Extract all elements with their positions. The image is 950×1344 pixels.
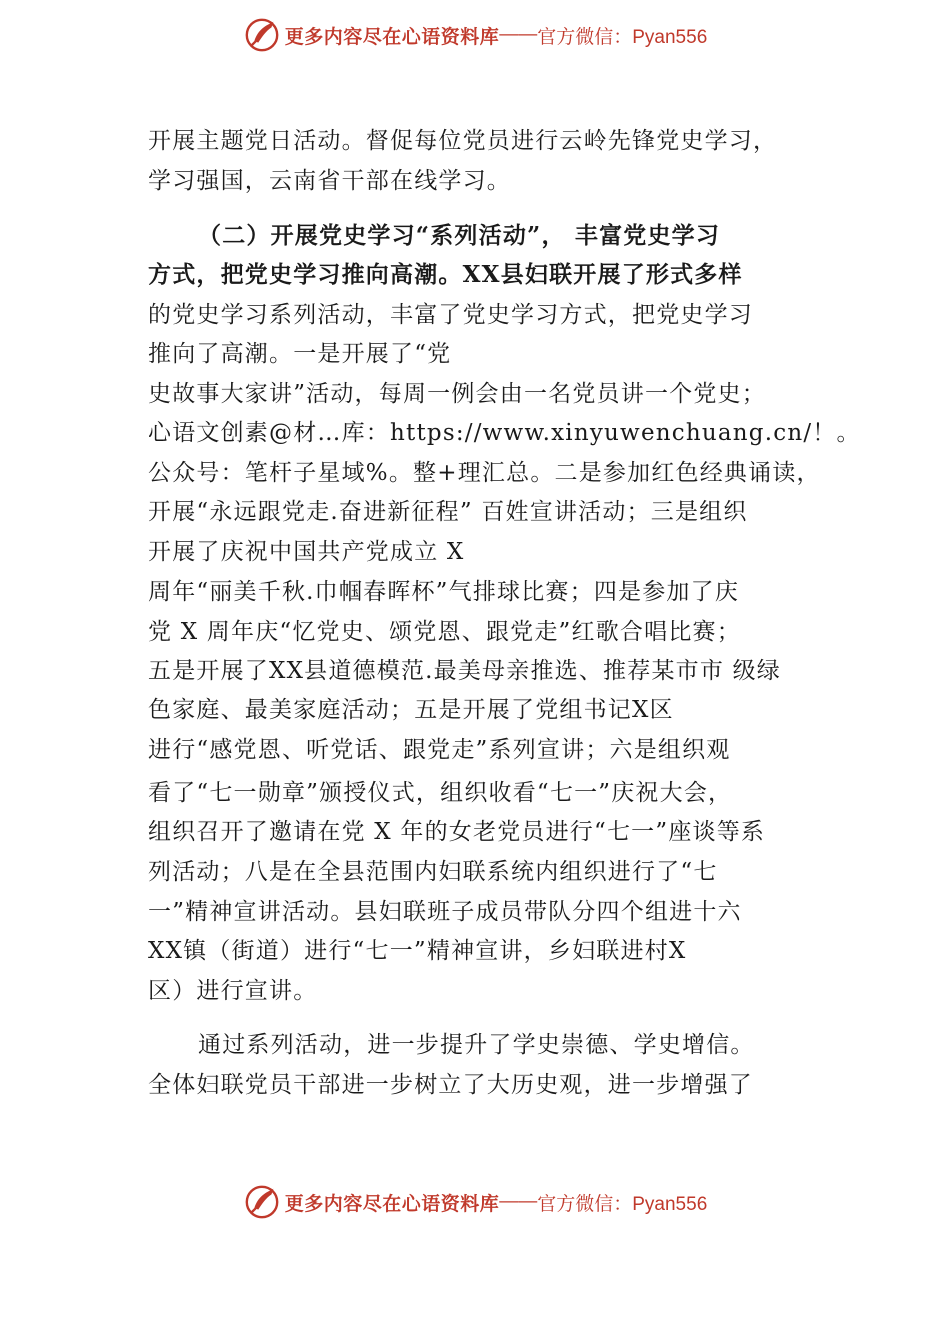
paragraph-line: 史故事大家讲”活动，每周一例会由一名党员讲一个党史； — [148, 381, 766, 407]
paragraph-line: XX镇（街道）进行“七一”精神宣讲，乡妇联进村X — [148, 938, 687, 964]
paragraph-line: 区）进行宣讲。 — [148, 978, 318, 1004]
paragraph-line: 色家庭、最美家庭活动；五是开展了党组书记X区 — [148, 697, 674, 723]
paragraph-line: 看了“七一勋章”颁授仪式，组织收看“七一”庆祝大会， — [148, 780, 733, 806]
brand-logo-icon — [243, 1183, 281, 1221]
paragraph-line: 五是开展了XX县道德模范.最美母亲推选、推荐某市市 级绿 — [148, 658, 781, 684]
paragraph-line: 开展主题党日活动。督促每位党员进行云岭先锋党史学习， — [148, 128, 778, 154]
banner-label: 更多内容尽在心语资料库 — [284, 25, 500, 48]
paragraph-line: 周年“丽美千秋.巾帼春晖杯”气排球比赛；四是参加了庆 — [148, 579, 740, 605]
paragraph-line: 推向了高潮。一是开展了“党 — [148, 341, 452, 367]
paragraph-line: 进行“感党恩、听党话、跟党走”系列宣讲；六是组织观 — [148, 737, 731, 763]
footer-banner — [0, 1180, 950, 1224]
paragraph-line: 列活动；八是在全县范围内妇联系统内组织进行了“七 — [148, 859, 718, 885]
section-heading: （二）开展党史学习“系列活动”， 丰富党史学习 — [198, 222, 721, 249]
banner-label: 更多内容尽在心语资料库 — [284, 1192, 500, 1215]
paragraph-line: 组织召开了邀请在党 X 年的女老党员进行“七一”座谈等系 — [148, 819, 766, 845]
paragraph-line: 开展“永远跟党走.奋进新征程” 百姓宣讲活动；三是组织 — [148, 499, 748, 525]
section-heading: 方式，把党史学习推向高潮。XX县妇联开展了形式多样 — [148, 261, 743, 288]
paragraph-line: 党 X 周年庆“忆党史、颂党恩、跟党走”红歌合唱比赛； — [148, 619, 741, 645]
paragraph-line: 一”精神宣讲活动。县妇联班子成员带队分四个组进十六 — [148, 899, 742, 925]
paragraph-line: 心语文创素@材…库：https://www.xinyuwenchuang.cn/！。 — [148, 420, 861, 446]
paragraph-line: 学习强国，云南省干部在线学习。 — [148, 168, 511, 194]
banner-dash: —— — [499, 1191, 538, 1212]
paragraph-line: 的党史学习系列活动，丰富了党史学习方式，把党史学习 — [148, 302, 753, 328]
paragraph-line: 公众号：笔杆子星域%。整+理汇总。二是参加红色经典诵读， — [148, 460, 821, 486]
paragraph-line: 开展了庆祝中国共产党成立 X — [148, 539, 465, 565]
paragraph-line: 通过系列活动，进一步提升了学史崇德、学史增信。 — [198, 1032, 755, 1058]
paragraph-line: 全体妇联党员干部进一步树立了大历史观，进一步增强了 — [148, 1072, 753, 1098]
brand-logo-icon — [243, 16, 281, 54]
banner-contact: 官方微信：Pyan556 — [537, 26, 708, 48]
banner-contact: 官方微信：Pyan556 — [537, 1193, 708, 1215]
header-banner — [0, 13, 950, 57]
banner-dash: —— — [499, 24, 538, 45]
